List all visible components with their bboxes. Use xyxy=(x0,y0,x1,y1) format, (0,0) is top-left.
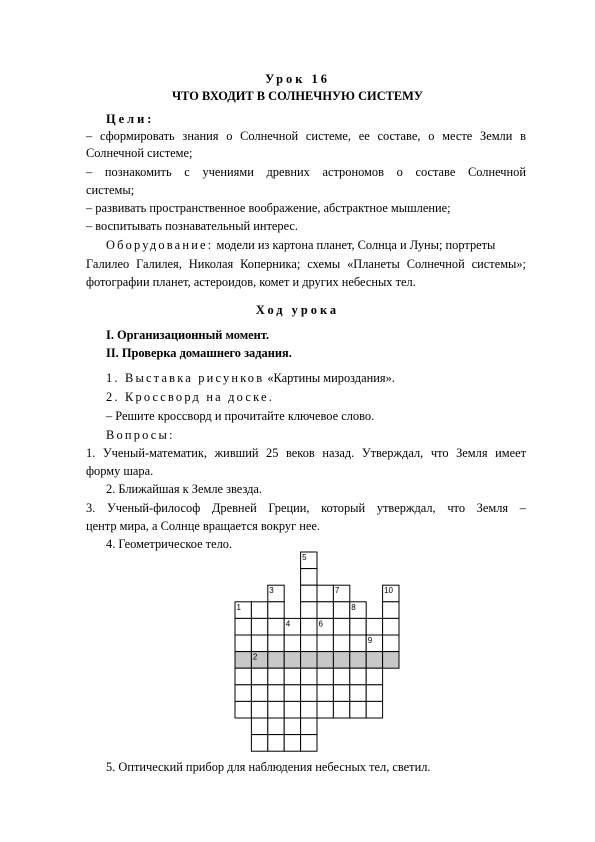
goal-line-6: – воспитывать познавательный интерес. xyxy=(86,219,299,233)
crossword-cell xyxy=(317,635,333,652)
crossword-cell xyxy=(317,668,333,685)
crossword-cell xyxy=(251,602,267,619)
task-exhibition-label: 1. Выставка рисунков xyxy=(106,371,265,385)
crossword-number-4: 4 xyxy=(285,619,291,629)
task-crossword: 2. Кроссворд на доске. xyxy=(106,390,274,404)
crossword-cell xyxy=(301,685,317,702)
goal-line-2: Солнечной системе; xyxy=(86,146,193,160)
crossword-cell xyxy=(383,635,399,652)
goal-line-4: системы; xyxy=(86,183,135,197)
equipment-line-3: фотографии планет, астероидов, комет и других небесных тел. xyxy=(86,275,416,289)
crossword-cell xyxy=(284,635,300,652)
crossword-cell xyxy=(301,569,317,586)
crossword-cell xyxy=(268,668,284,685)
crossword-cell xyxy=(301,668,317,685)
crossword-cell xyxy=(251,718,267,735)
crossword-cell xyxy=(350,635,366,652)
crossword-cell xyxy=(235,668,251,685)
crossword-cell xyxy=(350,701,366,718)
crossword-cell xyxy=(366,701,382,718)
crossword-cell xyxy=(350,668,366,685)
crossword-cell xyxy=(251,685,267,702)
section-organizational: I. Организационный момент. xyxy=(106,328,270,342)
crossword-cell xyxy=(333,701,349,718)
crossword-cell xyxy=(235,635,251,652)
crossword-cell xyxy=(350,685,366,702)
crossword-number-5: 5 xyxy=(302,553,307,562)
crossword-cell xyxy=(301,718,317,735)
crossword-cell xyxy=(268,602,284,619)
crossword-cell xyxy=(251,635,267,652)
equipment-text: модели из картона планет, Солнца и Луны; портреты xyxy=(213,238,496,252)
crossword-cell xyxy=(284,668,300,685)
crossword-cell xyxy=(333,668,349,685)
crossword-number-10: 10 xyxy=(384,586,394,596)
task-exhibition-text: «Картины мироздания». xyxy=(264,371,395,385)
crossword-keyword-cell xyxy=(284,652,300,669)
crossword-cell xyxy=(235,618,251,635)
question-5: 5. Оптический прибор для наблюдения небесных тел, светил. xyxy=(106,760,431,774)
crossword-cell xyxy=(284,685,300,702)
crossword-cell xyxy=(301,585,317,602)
crossword-cell xyxy=(268,701,284,718)
crossword-number-3: 3 xyxy=(269,586,274,596)
crossword-cell xyxy=(333,618,349,635)
goals-label: Цели: xyxy=(106,112,155,126)
crossword-cell xyxy=(268,685,284,702)
crossword-cell xyxy=(268,635,284,652)
goal-line-3: – познакомить с учениями древних астрономов о составе Солнечной xyxy=(86,165,526,179)
equipment-label: Оборудование: xyxy=(106,238,214,252)
crossword-cell xyxy=(366,618,382,635)
crossword-cell xyxy=(284,701,300,718)
crossword-cell xyxy=(301,735,317,752)
question-2: 2. Ближайшая к Земле звезда. xyxy=(106,482,263,496)
goal-line-1: – сформировать знания о Солнечной системе, ее составе, о месте Земли в xyxy=(86,129,526,143)
question-4: 4. Геометрическое тело. xyxy=(106,537,233,551)
crossword-keyword-cell xyxy=(366,652,382,669)
lesson-number: Урок 16 xyxy=(265,72,330,86)
goal-line-5: – развивать пространственное воображение, абстрактное мышление; xyxy=(86,201,451,215)
crossword-keyword-cell xyxy=(350,652,366,669)
page-title: ЧТО ВХОДИТ В СОЛНЕЧНУЮ СИСТЕМУ xyxy=(172,89,423,103)
course-heading: Ход урока xyxy=(255,303,340,317)
crossword-cell xyxy=(251,618,267,635)
crossword-cell xyxy=(366,668,382,685)
question-1-line-1: 1. Ученый-математик, живший 25 веков назад. Утверждал, что Земля имеет xyxy=(86,446,526,460)
crossword-number-9: 9 xyxy=(367,636,373,645)
crossword-cell xyxy=(317,602,333,619)
crossword-cell xyxy=(317,701,333,718)
crossword-cell xyxy=(251,701,267,718)
crossword-keyword-cell xyxy=(383,652,399,669)
crossword-cell xyxy=(235,685,251,702)
crossword-cell xyxy=(317,585,333,602)
crossword-number-8: 8 xyxy=(351,602,356,612)
crossword-cell xyxy=(268,735,284,752)
crossword-keyword-cell xyxy=(268,652,284,669)
crossword-cell xyxy=(301,701,317,718)
crossword-cell xyxy=(317,685,333,702)
crossword-cell xyxy=(268,718,284,735)
questions-label: Вопросы: xyxy=(106,428,175,442)
crossword-cell xyxy=(383,618,399,635)
crossword-cell xyxy=(333,685,349,702)
crossword-cell xyxy=(301,618,317,635)
crossword-cell xyxy=(251,668,267,685)
equipment-line-2: Галилео Галилея, Николая Коперника; схемы «Планеты Солнечной системы»; xyxy=(86,257,526,271)
crossword-cell xyxy=(333,602,349,619)
question-3-line-1: 3. Ученый-философ Древней Греции, который утверждал, что Земля – xyxy=(86,501,526,515)
crossword-cell xyxy=(301,635,317,652)
crossword-cell xyxy=(284,718,300,735)
crossword-keyword-cell xyxy=(317,652,333,669)
crossword-cell xyxy=(268,618,284,635)
crossword-cell xyxy=(383,602,399,619)
crossword-cell xyxy=(251,735,267,752)
crossword-cell xyxy=(350,618,366,635)
crossword-keyword-cell xyxy=(333,652,349,669)
crossword-keyword-cell xyxy=(301,652,317,669)
question-1-line-2: форму шара. xyxy=(86,464,154,478)
crossword-number-7: 7 xyxy=(334,586,340,596)
crossword-cell xyxy=(284,735,300,752)
crossword-number-1: 1 xyxy=(236,602,241,612)
question-3-line-2: центр мира, а Солнце вращается вокруг нее. xyxy=(86,519,320,533)
crossword-cell xyxy=(333,635,349,652)
crossword-cell xyxy=(366,685,382,702)
crossword-number-6: 6 xyxy=(318,619,323,629)
section-homework: II. Проверка домашнего задания. xyxy=(106,346,292,360)
crossword-cell xyxy=(301,602,317,619)
crossword-cell xyxy=(235,701,251,718)
crossword-keyword-cell xyxy=(235,652,251,669)
task-instruction: – Решите кроссворд и прочитайте ключевое слово. xyxy=(106,409,375,423)
crossword-number-2: 2 xyxy=(252,652,258,662)
